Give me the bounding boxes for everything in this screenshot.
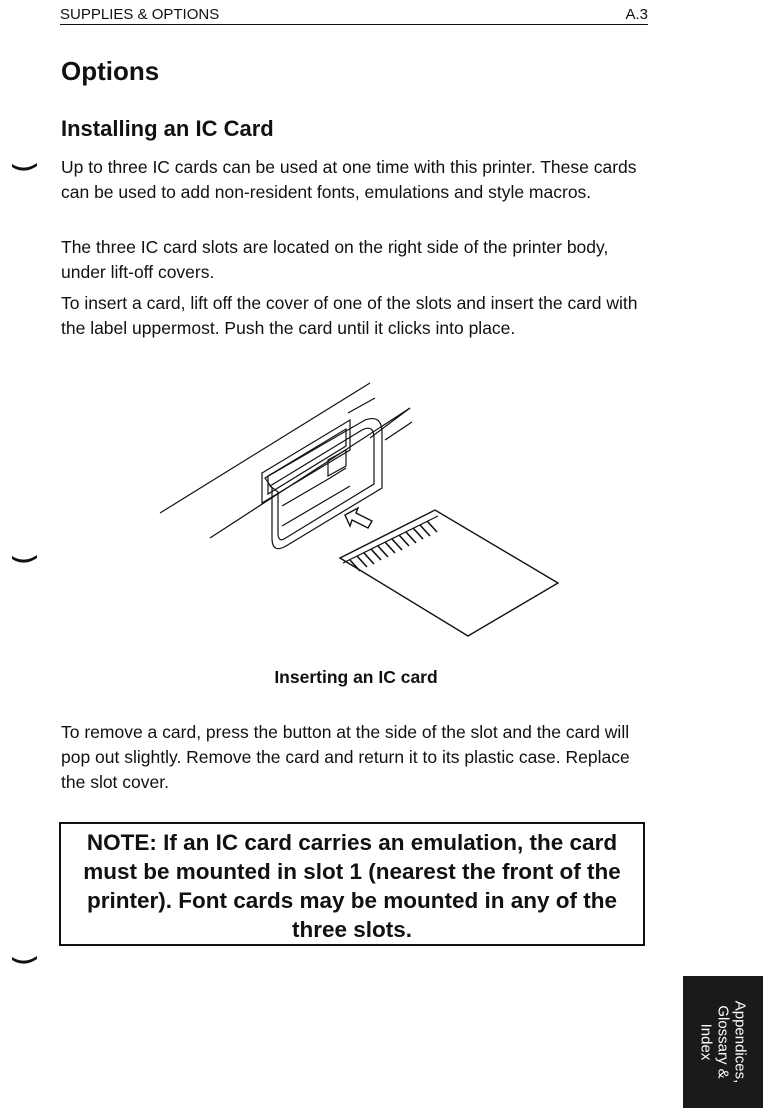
- section-tab-label: Appendices, Glossary & Index: [697, 1000, 749, 1084]
- paragraph-intro: Up to three IC cards can be used at one time with this printer. These cards can be used to add non-resident fonts, emulations and style macros.: [61, 157, 637, 202]
- paragraph-remove: To remove a card, press the button at the side of the slot and the card will pop out slightly. Remove the card and return it to its plastic case. Replace the slot cover.: [61, 722, 630, 792]
- page-title: Options: [61, 56, 160, 86]
- page-number: A.3: [625, 6, 648, 23]
- paragraph-insert: To insert a card, lift off the cover of one of the slots and insert the card with the label uppermost. Push the card until it clicks into place.: [61, 293, 638, 338]
- running-header: [60, 6, 648, 25]
- section-heading: Installing an IC Card: [61, 116, 274, 141]
- ic-card-illustration: [150, 378, 570, 643]
- note-box: NOTE: If an IC card carries an emulation, the card must be mounted in slot 1 (nearest the front of the printer). Font cards may be mounted in any of the three slots.: [59, 822, 645, 946]
- margin-mark-icon: [10, 553, 40, 565]
- section-tab[interactable]: [683, 976, 763, 1108]
- paragraph-slots: The three IC card slots are located on the right side of the printer body, under lift-off covers.: [61, 237, 609, 282]
- section-title: SUPPLIES & OPTIONS: [60, 6, 220, 23]
- margin-mark-icon: [10, 954, 40, 966]
- figure-caption: Inserting an IC card: [274, 667, 438, 687]
- margin-mark-icon: [10, 161, 40, 173]
